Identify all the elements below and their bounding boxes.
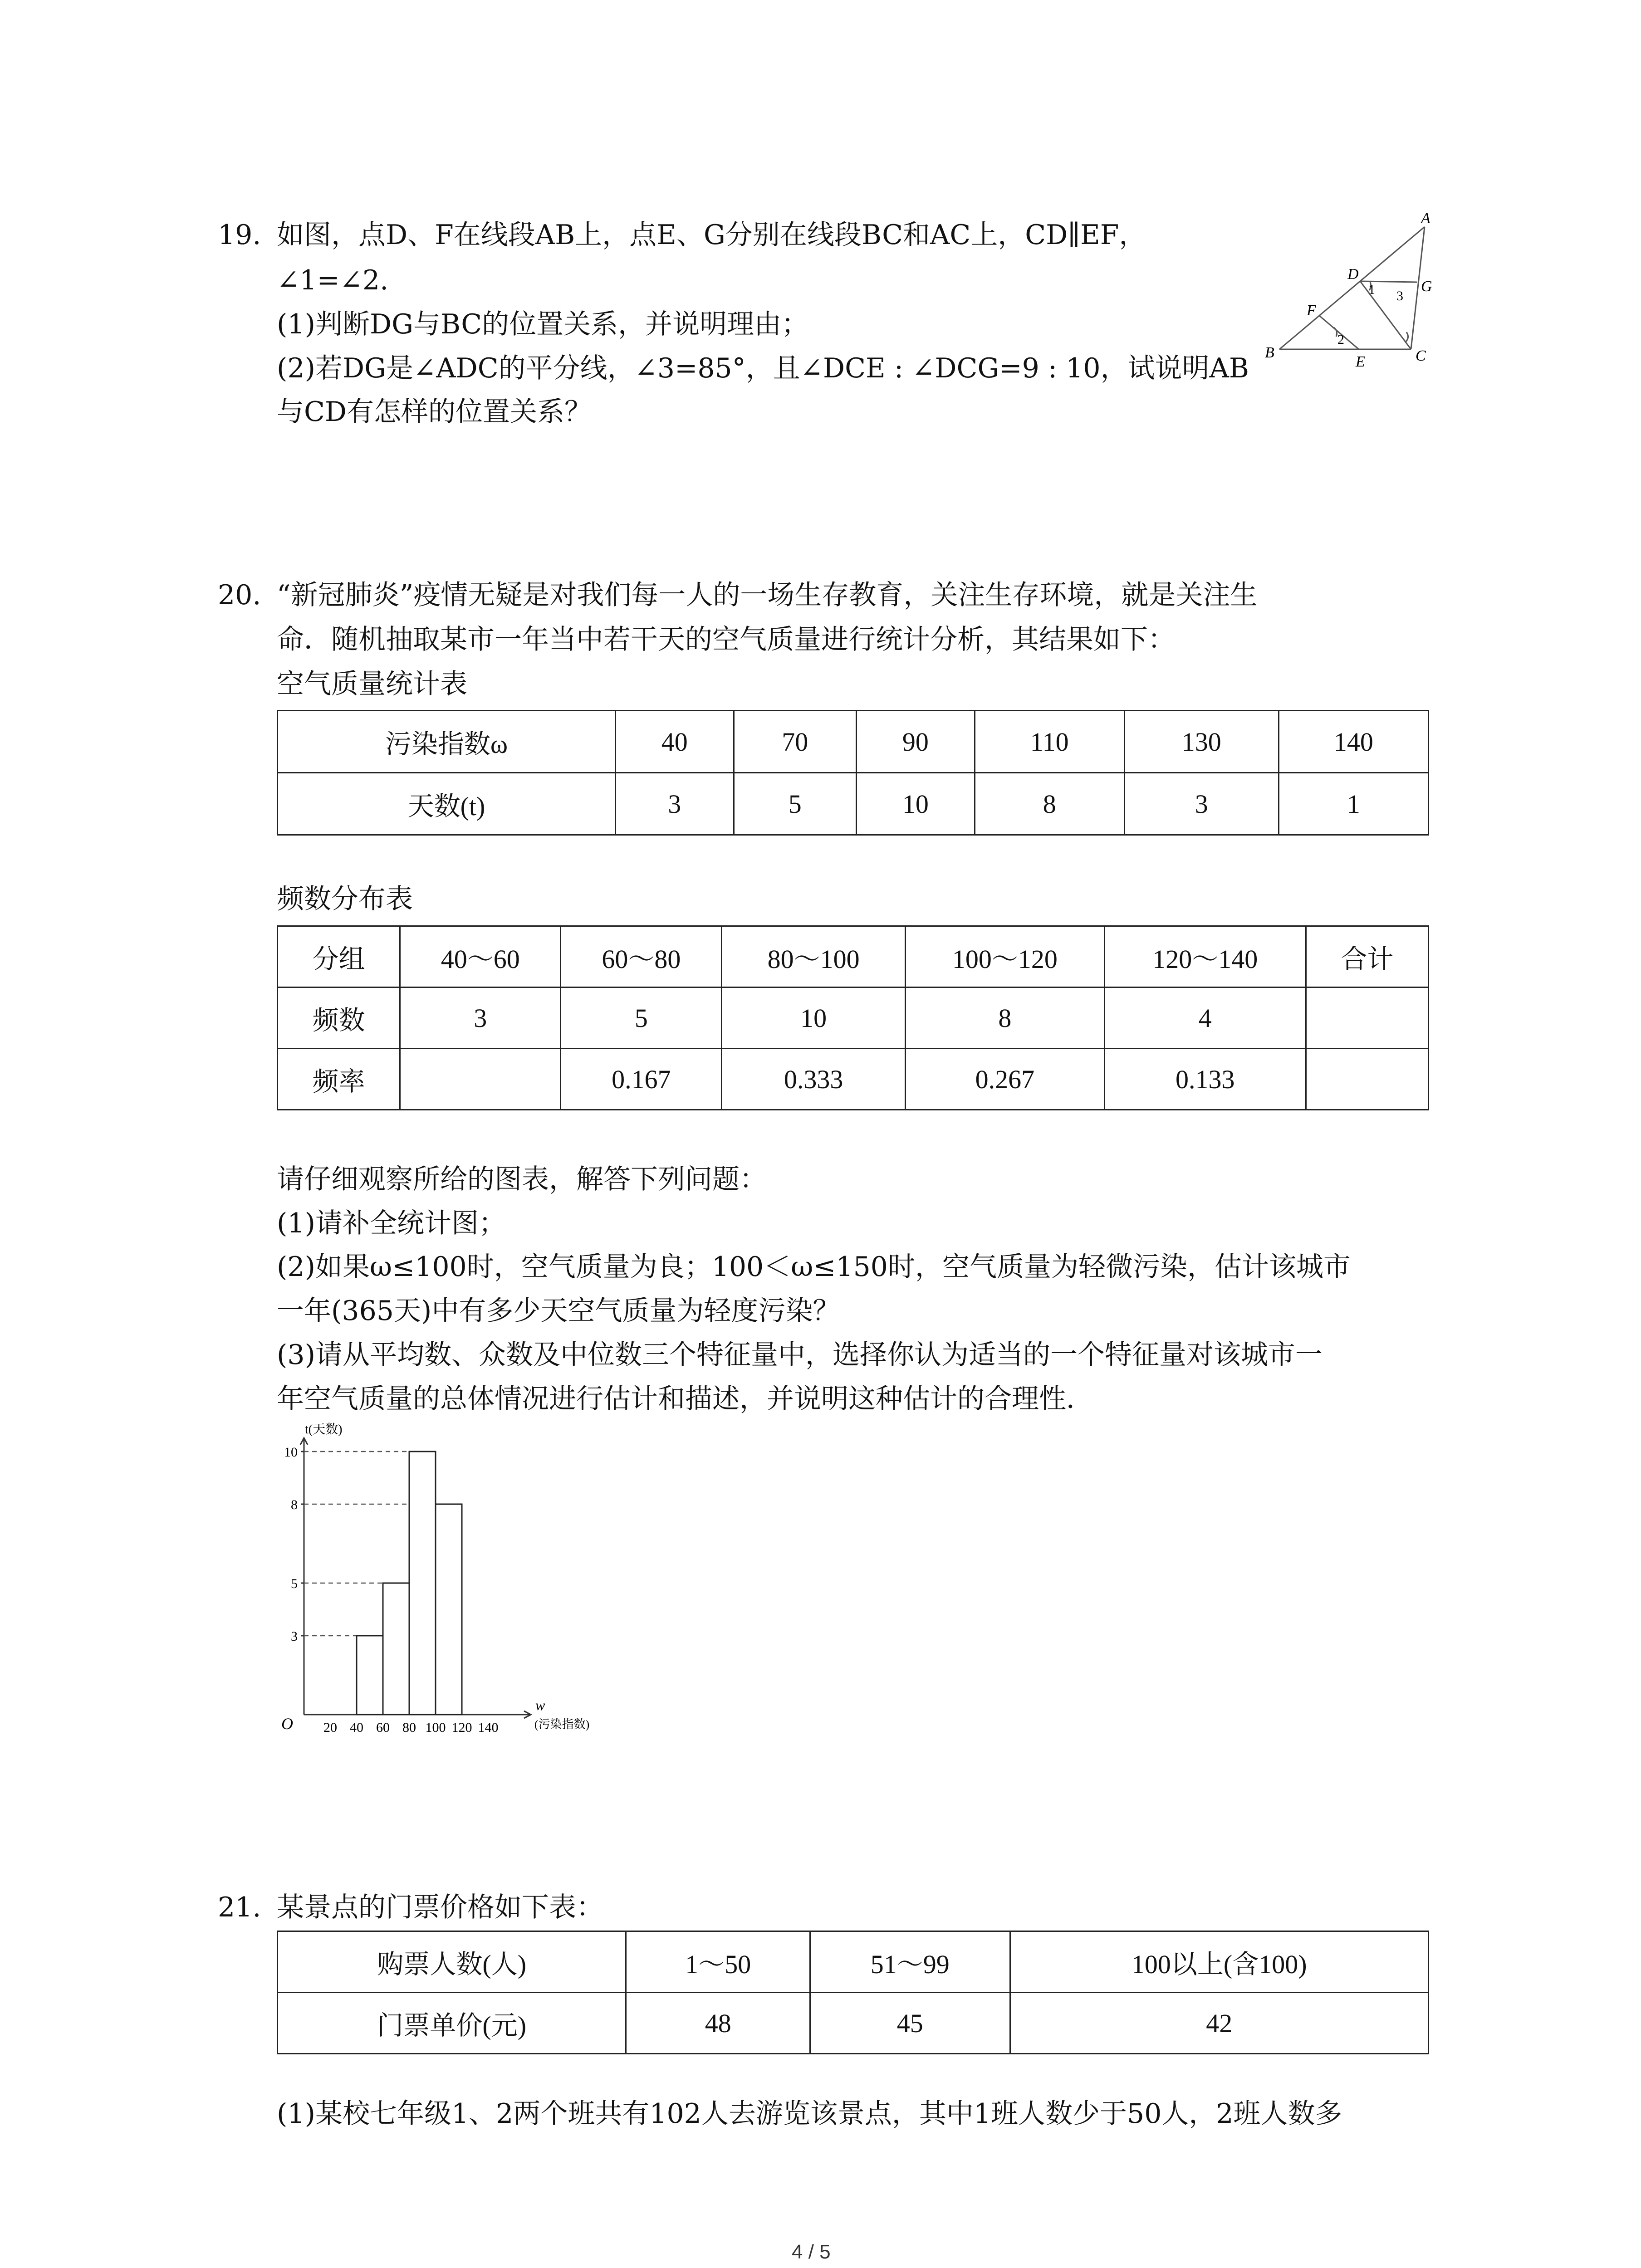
- table-row: [278, 773, 1429, 835]
- histogram-bar: [409, 1452, 436, 1715]
- table-cell: 门票单价(元): [278, 1993, 626, 2054]
- table-cell: 110: [975, 711, 1124, 773]
- table-cell: 8: [975, 773, 1124, 835]
- table-cell: 40～60: [400, 926, 561, 987]
- table-cell: 0.167: [561, 1049, 722, 1110]
- page-number: 4 / 5: [792, 2241, 831, 2263]
- y-tick-label: 8: [291, 1497, 298, 1512]
- label-angle-2: 2: [1337, 332, 1344, 347]
- label-a: A: [1421, 213, 1430, 227]
- table-cell: 48: [626, 1993, 810, 2054]
- q19-part-1: (1)判断DG与BC的位置关系，并说明理由；: [277, 308, 809, 340]
- q20-text-line-2: 命．随机抽取某市一年当中若干天的空气质量进行统计分析，其结果如下：: [277, 624, 1175, 655]
- histogram-bar: [357, 1636, 383, 1715]
- q21-part-1: (1)某校七年级1、2两个班共有102人去游览该景点，其中1班人数少于50人，2班人数多: [277, 2098, 1342, 2130]
- table-cell: [1306, 987, 1428, 1049]
- q19-text-line-1: 如图，点D、F在线段AB上，点E、G分别在线段BC和AC上，CD∥EF，: [277, 219, 1146, 251]
- table-cell: 3: [1124, 773, 1279, 835]
- q19-text-line-2: ∠1=∠2.: [277, 264, 389, 296]
- table-cell: 100～120: [905, 926, 1104, 987]
- x-axis-label: (污染指数): [534, 1718, 590, 1731]
- table-cell: 5: [561, 987, 722, 1049]
- q20-part-3-cont: 年空气质量的总体情况进行估计和描述，并说明这种估计的合理性．: [277, 1383, 1093, 1415]
- label-angle-3: 3: [1396, 288, 1403, 303]
- table-cell: 140: [1279, 711, 1428, 773]
- table-row: [278, 1931, 1429, 1993]
- ticket-price-table: [277, 1931, 1429, 2054]
- table-cell: 分组: [278, 926, 400, 987]
- q20-text-line-1: “新冠肺炎”疫情无疑是对我们每一人的一场生存教育，关注生存环境，就是关注生: [277, 579, 1258, 611]
- pollution-histogram: [272, 1420, 635, 1737]
- q20-part-2: (2)如果ω≤100时，空气质量为良；100＜ω≤150时，空气质量为轻微污染，估计该城市: [277, 1251, 1351, 1283]
- x-tick-label: 120: [451, 1720, 472, 1735]
- segment-cd: [1360, 281, 1411, 349]
- table-cell: 70: [734, 711, 857, 773]
- q20-part-3: (3)请从平均数、众数及中位数三个特征量中，选择你认为适当的一个特征量对该城市一: [277, 1339, 1323, 1371]
- table-row: [278, 711, 1429, 773]
- table-cell: 0.133: [1104, 1049, 1306, 1110]
- label-c: C: [1416, 347, 1426, 364]
- air-quality-table: [277, 710, 1429, 836]
- frequency-distribution-table: [277, 925, 1429, 1110]
- table-cell: 0.333: [722, 1049, 905, 1110]
- q20-number: 20.: [218, 579, 261, 611]
- label-f: F: [1307, 302, 1316, 319]
- table-cell: 51～99: [810, 1931, 1010, 1993]
- histogram-bar: [436, 1504, 462, 1715]
- x-tick-label: 60: [376, 1720, 390, 1735]
- label-e: E: [1356, 353, 1365, 370]
- histogram-bar: [383, 1583, 409, 1715]
- table-cell: [400, 1049, 561, 1110]
- y-tick-label: 5: [291, 1576, 298, 1591]
- q20-instruction: 请仔细观察所给的图表，解答下列问题：: [277, 1163, 767, 1195]
- q19-part-2-cont: 与CD有怎样的位置关系？: [277, 396, 592, 428]
- table-row: [278, 926, 1429, 987]
- q21-text-line-1: 某景点的门票价格如下表：: [277, 1892, 603, 1923]
- table-cell: 频率: [278, 1049, 400, 1110]
- x-tick-label: 100: [425, 1720, 446, 1735]
- table-cell: 8: [905, 987, 1104, 1049]
- table-cell: 3: [400, 987, 561, 1049]
- table-cell: 60～80: [561, 926, 722, 987]
- y-tick-label: 3: [291, 1629, 298, 1644]
- table-cell: 130: [1124, 711, 1279, 773]
- origin-label: O: [281, 1715, 293, 1733]
- table-cell: 100以上(含100): [1010, 1931, 1429, 1993]
- table-cell: 合计: [1306, 926, 1428, 987]
- table-cell: 频数: [278, 987, 400, 1049]
- x-tick-label: 140: [478, 1720, 499, 1735]
- q21-number: 21.: [218, 1892, 261, 1923]
- segment-ab: [1279, 227, 1425, 349]
- table-row: [278, 987, 1429, 1049]
- table-cell: 1～50: [626, 1931, 810, 1993]
- table-cell: 购票人数(人): [278, 1931, 626, 1993]
- table-cell: 1: [1279, 773, 1428, 835]
- y-axis-label: t(天数): [305, 1422, 343, 1437]
- table-cell: 90: [857, 711, 975, 773]
- label-d: D: [1347, 266, 1359, 283]
- q19-triangle-figure: [1261, 213, 1452, 376]
- table1-title: 空气质量统计表: [277, 668, 467, 700]
- x-tick-label: 20: [323, 1720, 337, 1735]
- table-row: [278, 1049, 1429, 1110]
- label-b: B: [1265, 344, 1274, 361]
- label-g: G: [1421, 278, 1432, 295]
- q19-part-2: (2)若DG是∠ADC的平分线，∠3=85°，且∠DCE : ∠DCG=9 : 10，试说明AB: [277, 352, 1249, 384]
- x-tick-label: 80: [402, 1720, 416, 1735]
- table-cell: 天数(t): [278, 773, 616, 835]
- x-tick-label: 40: [350, 1720, 363, 1735]
- table-cell: 10: [722, 987, 905, 1049]
- table-cell: 污染指数ω: [278, 711, 616, 773]
- table-cell: 45: [810, 1993, 1010, 2054]
- table-cell: 0.267: [905, 1049, 1104, 1110]
- table-row: [278, 1993, 1429, 2054]
- table-cell: [1306, 1049, 1428, 1110]
- table2-title: 频数分布表: [277, 883, 413, 915]
- q20-part-1: (1)请补全统计图；: [277, 1207, 506, 1239]
- x-axis-symbol: w: [535, 1697, 545, 1713]
- q19-number: 19.: [218, 219, 261, 251]
- table-cell: 4: [1104, 987, 1306, 1049]
- table-cell: 10: [857, 773, 975, 835]
- table-cell: 40: [615, 711, 734, 773]
- table-cell: 80～100: [722, 926, 905, 987]
- table-cell: 3: [615, 773, 734, 835]
- q20-part-2-cont: 一年(365天)中有多少天空气质量为轻度污染？: [277, 1295, 840, 1327]
- table-cell: 5: [734, 773, 857, 835]
- table-cell: 42: [1010, 1993, 1429, 2054]
- y-tick-label: 10: [284, 1445, 298, 1460]
- label-angle-1: 1: [1368, 282, 1375, 297]
- table-cell: 120～140: [1104, 926, 1306, 987]
